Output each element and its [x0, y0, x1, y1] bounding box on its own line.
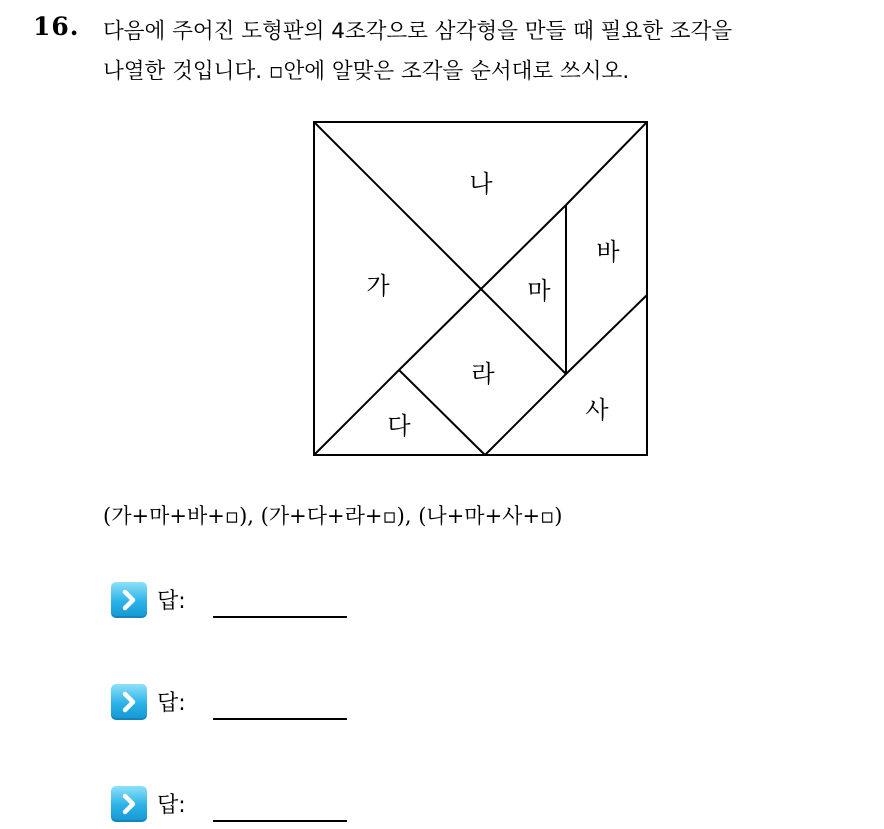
- piece-label-ba: 바: [596, 238, 620, 266]
- answer-label: 답:: [157, 691, 186, 716]
- question-text-line-2: 나열한 것입니다. ▫안에 알맞은 조각을 순서대로 쓰시오.: [103, 59, 630, 84]
- answer-row: [111, 682, 371, 722]
- chevron-right-icon: [111, 786, 147, 822]
- answer-label: 답:: [157, 793, 186, 818]
- answer-label: 답:: [157, 589, 186, 614]
- piece-label-sa: 사: [585, 396, 609, 424]
- answer-blank[interactable]: [213, 820, 347, 822]
- answer-row: [111, 580, 371, 620]
- answer-blank[interactable]: [213, 616, 347, 618]
- tangram-edge: [566, 122, 647, 205]
- tangram-edge: [485, 374, 566, 455]
- chevron-right-icon: [111, 684, 147, 720]
- piece-label-da: 다: [387, 412, 411, 440]
- question-number: 16.: [33, 12, 80, 41]
- tangram-edge: [566, 295, 647, 374]
- tangram-edge: [314, 370, 399, 455]
- piece-combinations: (가+마+바+▫), (가+다+라+▫), (나+마+사+▫): [103, 504, 563, 528]
- piece-label-ra: 라: [471, 360, 495, 388]
- tangram-edge: [399, 289, 481, 370]
- answer-blank[interactable]: [213, 718, 347, 720]
- answer-row: [111, 784, 371, 824]
- chevron-right-icon: [111, 582, 147, 618]
- piece-label-ma: 마: [527, 277, 551, 305]
- piece-label-ga: 가: [366, 272, 390, 300]
- tangram-edge: [481, 205, 566, 289]
- question-text-line-1: 다음에 주어진 도형판의 4조각으로 삼각형을 만들 때 필요한 조각을: [103, 19, 733, 44]
- piece-label-na: 나: [469, 170, 493, 198]
- tangram-edge: [314, 122, 481, 289]
